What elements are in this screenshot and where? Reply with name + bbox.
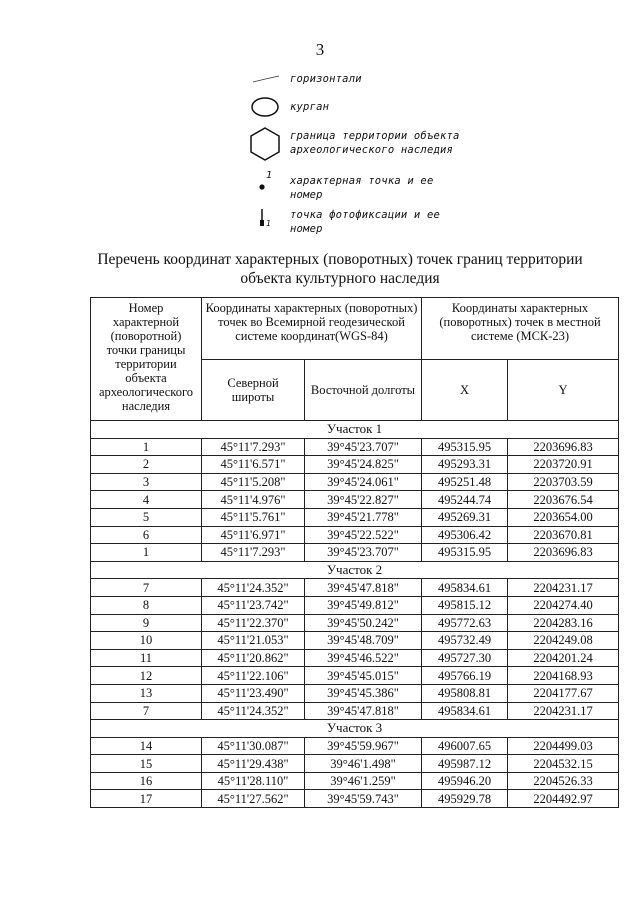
characteristic-point-icon <box>253 168 277 196</box>
cell-east-longitude: 39°45'47.818" <box>305 579 422 597</box>
cell-point-number: 1 <box>91 438 202 456</box>
cell-north-latitude: 45°11'5.208" <box>202 473 305 491</box>
legend-label: точка фотофиксации и ее <box>290 209 440 221</box>
cell-x: 495834.61 <box>422 702 508 720</box>
section-row <box>91 561 619 579</box>
page-number: 3 <box>315 40 325 59</box>
coordinates-table <box>90 297 619 808</box>
table-row <box>91 614 619 632</box>
legend-label: характерная точка и ее <box>290 175 434 187</box>
table-row <box>91 456 619 474</box>
cell-x: 495251.48 <box>422 473 508 491</box>
title-line: объекта культурного наследия <box>240 270 440 287</box>
cell-y: 2203696.83 <box>508 438 619 456</box>
cell-y: 2204274.40 <box>508 596 619 614</box>
table-body <box>91 421 619 808</box>
cell-east-longitude: 39°45'24.061" <box>305 473 422 491</box>
cell-east-longitude: 39°45'47.818" <box>305 702 422 720</box>
photo-number-label: 1 <box>266 219 271 228</box>
header-east-longitude: Восточной долготы <box>305 360 422 421</box>
cell-east-longitude: 39°45'24.825" <box>305 456 422 474</box>
table-row <box>91 667 619 685</box>
legend-item-boundary <box>240 126 510 162</box>
cell-east-longitude: 39°45'49.812" <box>305 596 422 614</box>
mound-ellipse-icon <box>248 96 282 118</box>
cell-y: 2203696.83 <box>508 544 619 562</box>
legend-label: граница территории объекта <box>290 130 460 142</box>
cell-y: 2204201.24 <box>508 649 619 667</box>
cell-y: 2203703.59 <box>508 473 619 491</box>
legend-label: археологического наследия <box>290 144 454 156</box>
cell-east-longitude: 39°45'45.015" <box>305 667 422 685</box>
cell-point-number: 17 <box>91 790 202 808</box>
section-title: Участок 3 <box>91 720 619 738</box>
cell-east-longitude: 39°45'23.707" <box>305 544 422 562</box>
cell-x: 495732.49 <box>422 632 508 650</box>
cell-north-latitude: 45°11'29.438" <box>202 755 305 773</box>
cell-x: 496007.65 <box>422 737 508 755</box>
cell-x: 495987.12 <box>422 755 508 773</box>
cell-north-latitude: 45°11'24.352" <box>202 702 305 720</box>
cell-x: 495315.95 <box>422 544 508 562</box>
cell-north-latitude: 45°11'4.976" <box>202 491 305 509</box>
cell-point-number: 4 <box>91 491 202 509</box>
cell-north-latitude: 45°11'30.087" <box>202 737 305 755</box>
map-legend <box>240 72 510 242</box>
legend-label: курган <box>290 101 330 113</box>
cell-y: 2204231.17 <box>508 579 619 597</box>
table-row <box>91 737 619 755</box>
table-row <box>91 649 619 667</box>
cell-point-number: 7 <box>91 702 202 720</box>
cell-x: 495815.12 <box>422 596 508 614</box>
table-row <box>91 508 619 526</box>
table-row <box>91 632 619 650</box>
cell-y: 2204499.03 <box>508 737 619 755</box>
cell-point-number: 3 <box>91 473 202 491</box>
cell-point-number: 11 <box>91 649 202 667</box>
cell-north-latitude: 45°11'23.742" <box>202 596 305 614</box>
cell-y: 2204526.33 <box>508 772 619 790</box>
cell-y: 2204283.16 <box>508 614 619 632</box>
table-row <box>91 438 619 456</box>
cell-east-longitude: 39°45'45.386" <box>305 684 422 702</box>
cell-y: 2203720.91 <box>508 456 619 474</box>
cell-east-longitude: 39°45'59.967" <box>305 737 422 755</box>
cell-east-longitude: 39°45'48.709" <box>305 632 422 650</box>
cell-north-latitude: 45°11'28.110" <box>202 772 305 790</box>
legend-item-photo-point <box>240 206 510 236</box>
cell-east-longitude: 39°45'46.522" <box>305 649 422 667</box>
cell-y: 2203654.00 <box>508 508 619 526</box>
header-y: Y <box>508 360 619 421</box>
table-row <box>91 684 619 702</box>
legend-item-characteristic-point <box>240 168 510 202</box>
cell-point-number: 16 <box>91 772 202 790</box>
legend-item-mound <box>240 96 510 118</box>
legend-label: горизонтали <box>290 73 362 85</box>
cell-north-latitude: 45°11'6.971" <box>202 526 305 544</box>
legend-label: номер <box>290 223 323 235</box>
cell-x: 495727.30 <box>422 649 508 667</box>
header-point-number: Номер характерной (поворотной) точки границы территории объекта археологического наследия <box>91 298 202 421</box>
header-wgs-group: Координаты характерных (поворотных) точек во Всемирной геодезической системе координат(WGS-84) <box>202 298 422 360</box>
cell-x: 495244.74 <box>422 491 508 509</box>
photo-point-icon <box>253 206 277 230</box>
section-row <box>91 421 619 439</box>
cell-y: 2203676.54 <box>508 491 619 509</box>
cell-north-latitude: 45°11'7.293" <box>202 438 305 456</box>
cell-x: 495808.81 <box>422 684 508 702</box>
table-row <box>91 526 619 544</box>
cell-point-number: 7 <box>91 579 202 597</box>
cell-y: 2204177.67 <box>508 684 619 702</box>
document-title <box>70 250 610 288</box>
table-row <box>91 579 619 597</box>
cell-point-number: 14 <box>91 737 202 755</box>
header-north-latitude: Северной широты <box>202 360 305 421</box>
cell-point-number: 6 <box>91 526 202 544</box>
cell-x: 495306.42 <box>422 526 508 544</box>
cell-y: 2203670.81 <box>508 526 619 544</box>
table-row <box>91 772 619 790</box>
cell-y: 2204532.15 <box>508 755 619 773</box>
section-title: Участок 1 <box>91 421 619 439</box>
cell-north-latitude: 45°11'21.053" <box>202 632 305 650</box>
legend-item-contour <box>240 72 510 86</box>
cell-x: 495269.31 <box>422 508 508 526</box>
legend-label: номер <box>290 189 323 201</box>
title-line: Перечень координат характерных (поворотных) точек границ территории <box>97 251 583 268</box>
cell-east-longitude: 39°45'21.778" <box>305 508 422 526</box>
cell-east-longitude: 39°45'50.242" <box>305 614 422 632</box>
table-row <box>91 755 619 773</box>
cell-north-latitude: 45°11'24.352" <box>202 579 305 597</box>
cell-x: 495929.78 <box>422 790 508 808</box>
cell-north-latitude: 45°11'22.106" <box>202 667 305 685</box>
point-number-label: 1 <box>266 170 273 181</box>
cell-x: 495315.95 <box>422 438 508 456</box>
cell-north-latitude: 45°11'6.571" <box>202 456 305 474</box>
cell-point-number: 13 <box>91 684 202 702</box>
cell-point-number: 1 <box>91 544 202 562</box>
cell-north-latitude: 45°11'22.370" <box>202 614 305 632</box>
cell-east-longitude: 39°46'1.259" <box>305 772 422 790</box>
cell-east-longitude: 39°45'23.707" <box>305 438 422 456</box>
table-row <box>91 473 619 491</box>
cell-point-number: 12 <box>91 667 202 685</box>
cell-east-longitude: 39°46'1.498" <box>305 755 422 773</box>
cell-x: 495834.61 <box>422 579 508 597</box>
cell-y: 2204249.08 <box>508 632 619 650</box>
cell-north-latitude: 45°11'20.862" <box>202 649 305 667</box>
cell-north-latitude: 45°11'27.562" <box>202 790 305 808</box>
cell-north-latitude: 45°11'23.490" <box>202 684 305 702</box>
section-row <box>91 720 619 738</box>
cell-east-longitude: 39°45'22.522" <box>305 526 422 544</box>
section-title: Участок 2 <box>91 561 619 579</box>
cell-y: 2204492.97 <box>508 790 619 808</box>
table-row <box>91 702 619 720</box>
contour-line-icon <box>245 72 285 86</box>
cell-x: 495293.31 <box>422 456 508 474</box>
header-msk-group: Координаты характерных (поворотных) точек в местной системе (МСК-23) <box>422 298 619 360</box>
cell-point-number: 9 <box>91 614 202 632</box>
cell-east-longitude: 39°45'59.743" <box>305 790 422 808</box>
table-row <box>91 491 619 509</box>
cell-y: 2204168.93 <box>508 667 619 685</box>
table-row <box>91 790 619 808</box>
cell-x: 495766.19 <box>422 667 508 685</box>
table-row <box>91 596 619 614</box>
cell-point-number: 15 <box>91 755 202 773</box>
cell-north-latitude: 45°11'5.761" <box>202 508 305 526</box>
cell-y: 2204231.17 <box>508 702 619 720</box>
boundary-hexagon-icon <box>247 126 283 162</box>
cell-point-number: 2 <box>91 456 202 474</box>
cell-x: 495772.63 <box>422 614 508 632</box>
header-x: X <box>422 360 508 421</box>
cell-point-number: 5 <box>91 508 202 526</box>
cell-east-longitude: 39°45'22.827" <box>305 491 422 509</box>
cell-x: 495946.20 <box>422 772 508 790</box>
cell-north-latitude: 45°11'7.293" <box>202 544 305 562</box>
cell-point-number: 8 <box>91 596 202 614</box>
table-row <box>91 544 619 562</box>
cell-point-number: 10 <box>91 632 202 650</box>
